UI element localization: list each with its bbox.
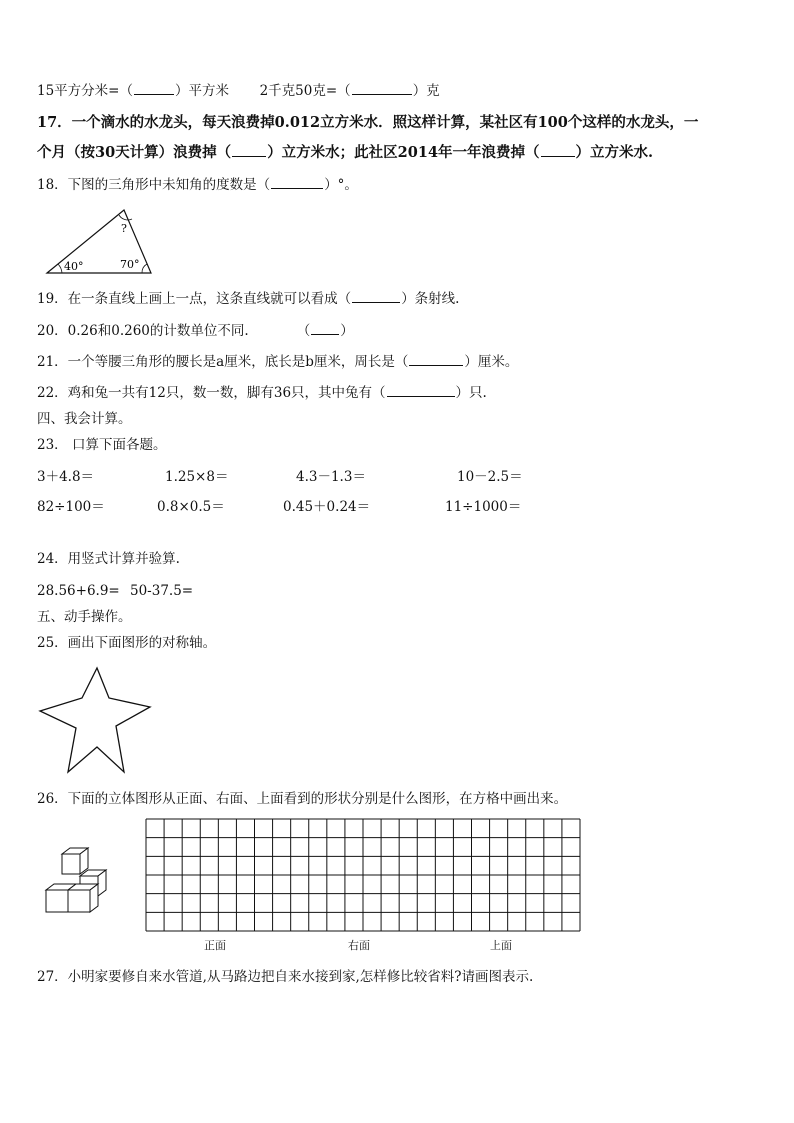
calc-item: 11÷1000＝: [445, 499, 522, 515]
angle-label-70: 70°: [120, 258, 140, 271]
cube-front-face: [62, 854, 80, 874]
question-16: 15平方分米=（ ）平方米 2千克50克=（ ）克: [37, 83, 440, 99]
question-23-title: 23． 口算下面各题。: [37, 437, 167, 453]
calc-item: 82÷100＝: [37, 499, 105, 515]
question-18: 18．下图的三角形中未知角的度数是（ ）°。: [37, 177, 358, 193]
calc-item: 1.25×8＝: [165, 469, 229, 485]
answer-blank[interactable]: [352, 290, 400, 303]
calc-item: 0.8×0.5＝: [157, 499, 225, 515]
judgement-blank[interactable]: [311, 322, 339, 335]
calc-item: 10－2.5＝: [457, 469, 523, 485]
cube-front-face: [46, 890, 68, 912]
vertical-calc-item: 50-37.5=: [130, 583, 194, 599]
angle-arc-top: [119, 215, 132, 220]
star-figure: [36, 664, 156, 776]
six-pointed-star-shape: [40, 668, 150, 772]
question-27-title: 27．小明家要修自来水管道,从马路边把自来水接到家,怎样修比较省料?请画图表示.: [37, 969, 534, 985]
cube-front-face: [68, 890, 90, 912]
section-5-heading: 五、动手操作。: [37, 609, 132, 625]
question-17-line-1: 17．一个滴水的水龙头，每天浪费掉0.012立方米水．照这样计算，某社区有100个这样的水龙头，一: [37, 114, 699, 131]
calc-item: 3＋4.8＝: [37, 469, 95, 485]
question-19: 19．在一条直线上画上一点，这条直线就可以看成（ ）条射线.: [37, 291, 460, 307]
calc-item: 0.45＋0.24＝: [283, 499, 371, 515]
answer-blank[interactable]: [134, 82, 174, 95]
question-26-title: 26．下面的立体图形从正面、右面、上面看到的形状分别是什么图形，在方格中画出来。: [37, 791, 568, 807]
question-22: 22．鸡和兔一共有12只，数一数，脚有36只，其中兔有（ ）只.: [37, 385, 487, 401]
grid-label-front: 正面: [204, 939, 226, 952]
q16-part-b: 2千克50克=（: [259, 83, 351, 99]
answer-blank[interactable]: [232, 144, 266, 157]
question-24-title: 24．用竖式计算并验算.: [37, 551, 180, 567]
answer-blank[interactable]: [352, 82, 412, 95]
answer-blank[interactable]: [387, 384, 455, 397]
angle-arc-right: [142, 264, 147, 273]
question-25-title: 25．画出下面图形的对称轴。: [37, 635, 217, 651]
cube-stack-figure: [44, 846, 116, 914]
q16-part-a: 15平方分米=（: [37, 83, 133, 99]
section-4-heading: 四、我会计算。: [37, 411, 132, 427]
answer-blank[interactable]: [271, 176, 323, 189]
grid-label-right: 右面: [348, 939, 370, 952]
answer-blank[interactable]: [541, 144, 575, 157]
grid-label-top: 上面: [490, 939, 512, 952]
angle-label-40: 40°: [64, 260, 84, 273]
triangle-figure: [44, 207, 156, 277]
vertical-calc-item: 28.56+6.9=: [37, 583, 120, 599]
calc-item: 4.3－1.3＝: [296, 469, 366, 485]
question-17-line-2: 个月（按30天计算）浪费掉（ ）立方米水；此社区2014年一年浪费掉（ ）立方米水.: [37, 144, 654, 161]
answer-blank[interactable]: [409, 353, 463, 366]
question-20: 20．0.26和0.260的计数单位不同. （ ）: [37, 323, 354, 339]
drawing-grid[interactable]: [140, 817, 582, 933]
unknown-angle-label: ?: [121, 222, 127, 235]
angle-arc-left: [58, 264, 62, 273]
question-21: 21．一个等腰三角形的腰长是a厘米，底长是b厘米，周长是（ ）厘米。: [37, 354, 519, 370]
